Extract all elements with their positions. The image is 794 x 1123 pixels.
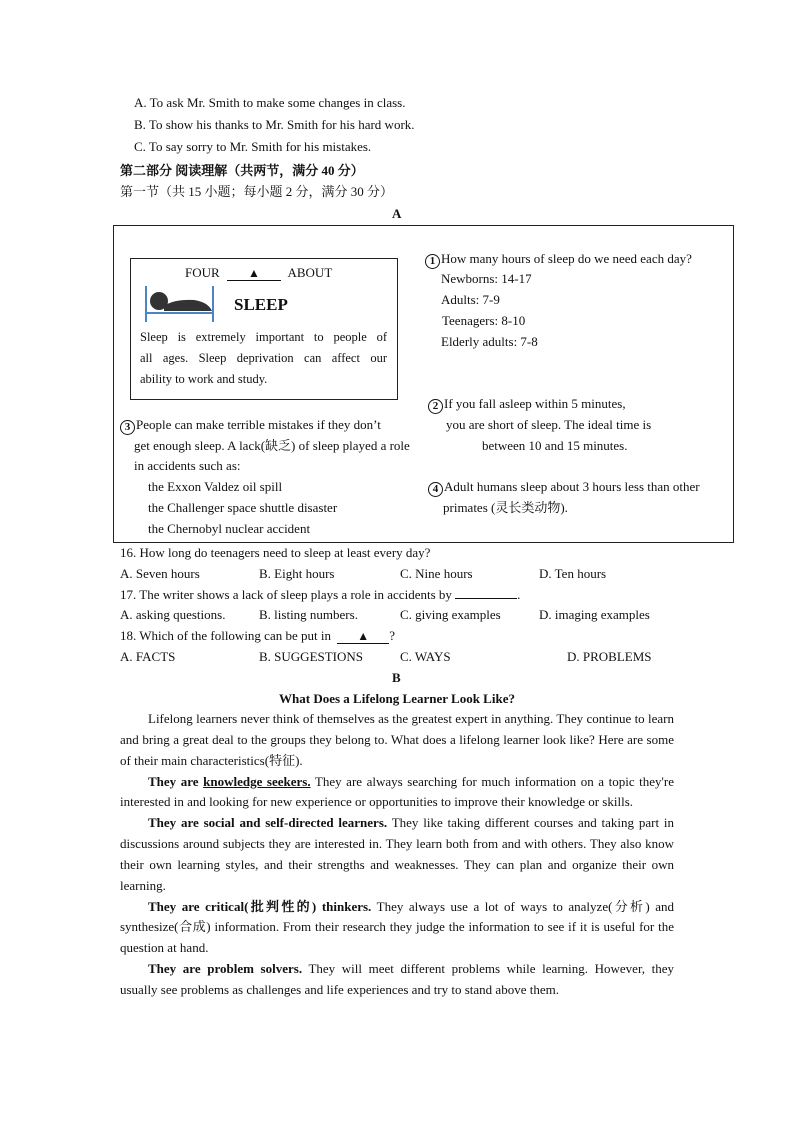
passage-b-title: What Does a Lifelong Learner Look Like?	[279, 691, 515, 706]
paragraph-body: They will meet different problems while learning. However, they usually see problems as challenges and life experiences and try to stand above them.	[120, 961, 675, 997]
q17-option-c[interactable]: C. giving examples	[400, 607, 501, 622]
question-16-stem: 16. How long do teenagers need to sleep at least every day?	[120, 545, 431, 560]
accident-item: the Challenger space shuttle disaster	[148, 500, 338, 515]
poster-title-left: FOUR	[185, 265, 220, 280]
q18-option-c[interactable]: C. WAYS	[400, 649, 451, 664]
q18-stem-text: 18. Which of the following can be put in	[120, 628, 331, 643]
fact1-question	[425, 251, 692, 269]
passage-b-paragraph	[120, 897, 674, 960]
paragraph-body: They are always searching for much information on a topic they're interested in and looking for new experience or opportunities to improve their knowledge or skills.	[120, 773, 674, 810]
fact2-line: between 10 and 15 minutes.	[482, 438, 628, 453]
passage-b-paragraph	[120, 772, 674, 814]
prev-option-a: A. To ask Mr. Smith to make some changes in class.	[134, 95, 406, 110]
accident-item: the Exxon Valdez oil spill	[148, 479, 283, 494]
q18-option-d[interactable]: D. PROBLEMS	[567, 649, 652, 664]
q17-stem-end: .	[517, 587, 521, 602]
circled-number-icon: 3	[120, 420, 135, 435]
passage-b-intro: Lifelong learners never think of themselves as the greatest expert in anything. They continue to learn and bring a great deal to the groups they belong to. What does a lifelong learner look like? Here are some of their main characteristics(特征).	[120, 711, 674, 768]
fact1-item: Elderly adults: 7-8	[441, 334, 538, 349]
passage-b-paragraph	[120, 813, 674, 896]
fact2-line	[428, 396, 626, 414]
poster-intro	[140, 327, 387, 390]
bed-sleeping-icon	[144, 284, 216, 324]
section1-heading: 第一节（共 15 小题；每小题 2 分，满分 30 分）	[120, 184, 394, 199]
poster-title-line	[185, 265, 332, 281]
passage-b-label: B	[392, 670, 401, 685]
q16-option-c[interactable]: C. Nine hours	[400, 566, 473, 581]
circled-number-icon: 4	[428, 482, 443, 497]
fact3-line: in accidents such as:	[134, 458, 241, 473]
q18-option-a[interactable]: A. FACTS	[120, 649, 176, 664]
q17-stem-text: 17. The writer shows a lack of sleep plays a role in accidents by	[120, 587, 452, 602]
part2-heading: 第二部分 阅读理解（共两节，满分 40 分）	[120, 163, 364, 178]
q18-stem-end: ?	[389, 628, 395, 643]
fact1-question-text: How many hours of sleep do we need each day?	[441, 251, 692, 266]
paragraph-lead: They are social and self-directed learners.	[148, 815, 388, 831]
poster-intro-line: all ages. Sleep deprivation can affect our	[140, 351, 387, 365]
q16-option-d[interactable]: D. Ten hours	[539, 566, 607, 581]
fact2-text: If you fall asleep within 5 minutes,	[444, 396, 626, 411]
fact1-item: Newborns: 14-17	[441, 271, 532, 286]
poster-blank: ▲	[227, 267, 281, 281]
q18-option-b[interactable]: B. SUGGESTIONS	[259, 649, 364, 664]
fact3-line	[120, 417, 381, 435]
fact1-item: Teenagers: 8-10	[442, 313, 526, 328]
poster-intro-line: Sleep is extremely important to people of	[140, 330, 387, 344]
fact2-line: you are short of sleep. The ideal time is	[446, 417, 652, 432]
circled-number-icon: 1	[425, 254, 440, 269]
fact3-line: get enough sleep. A lack(缺乏) of sleep played a role	[134, 438, 410, 453]
poster-title-main: SLEEP	[234, 295, 288, 314]
q17-option-b[interactable]: B. listing numbers.	[259, 607, 358, 622]
circled-number-icon: 2	[428, 399, 443, 414]
fact4-line: primates (灵长类动物).	[443, 500, 568, 515]
question-17-stem	[120, 587, 520, 603]
paragraph-lead: They are critical(批判性的) thinkers.	[148, 898, 372, 914]
paragraph-body: They always use a lot of ways to analyze(分析) and synthesize(合成) information. From their research they judge the information to see if it is useful for the question at hand.	[120, 898, 674, 956]
poster-title-right: ABOUT	[287, 265, 333, 280]
prev-option-b: B. To show his thanks to Mr. Smith for his hard work.	[134, 117, 415, 132]
accident-item: the Chernobyl nuclear accident	[148, 521, 311, 536]
fact1-item: Adults: 7-9	[441, 292, 500, 307]
q16-option-b[interactable]: B. Eight hours	[259, 566, 335, 581]
paragraph-body: They like taking different courses and taking part in discussions around subjects they are interested in. They learn both from and with others. They also know their own learning styles, and their strengths and weaknesses. They can plan and organize their own learning.	[120, 815, 674, 893]
poster-intro-line: ability to work and study.	[140, 372, 268, 386]
paragraph-lead: They are	[148, 773, 204, 789]
q17-option-a[interactable]: A. asking questions.	[120, 607, 226, 622]
answer-blank: ▲	[337, 630, 389, 644]
fact4-line	[428, 479, 700, 497]
q17-option-d[interactable]: D. imaging examples	[539, 607, 650, 622]
passage-b-paragraph	[120, 959, 674, 1001]
prev-option-c: C. To say sorry to Mr. Smith for his mistakes.	[134, 139, 372, 154]
q16-option-a[interactable]: A. Seven hours	[120, 566, 200, 581]
answer-blank	[455, 598, 517, 599]
fact3-text: People can make terrible mistakes if they don’t	[136, 417, 381, 432]
question-18-stem	[120, 628, 395, 644]
paragraph-lead: They are problem solvers.	[148, 961, 303, 977]
passage-a-label: A	[392, 206, 402, 221]
paragraph-lead-underlined: knowledge seekers.	[203, 773, 311, 789]
passage-b-body	[120, 709, 674, 1001]
fact4-text: Adult humans sleep about 3 hours less than other	[444, 479, 700, 494]
